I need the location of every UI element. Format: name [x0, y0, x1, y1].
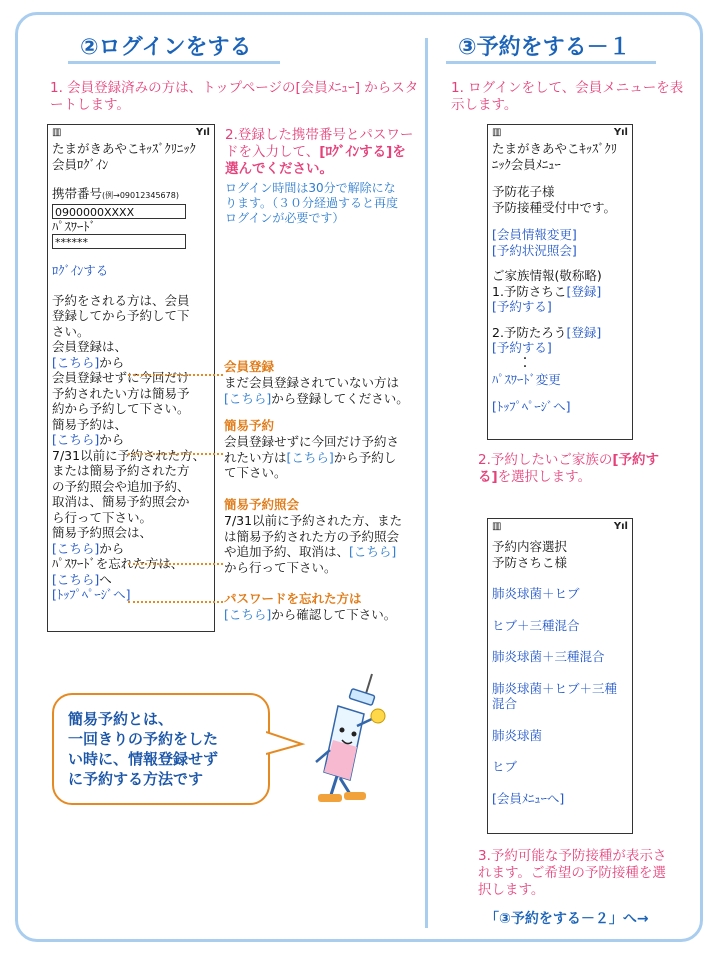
clinic-name: たまがきあやこｷｯｽﾞｸﾘ — [492, 141, 618, 156]
annotation-text: て下さい。 — [224, 465, 287, 480]
inquiry-here-link[interactable]: [こちら] — [52, 540, 100, 556]
phone-status-bar — [488, 519, 632, 533]
bubble-line: い時に、情報登録せず — [68, 750, 219, 768]
title-underline — [446, 61, 656, 64]
info-text: または簡易予約された方 — [52, 463, 190, 478]
column-divider — [425, 38, 428, 928]
reception-status: 予防接種受付中です。 — [492, 199, 617, 215]
annotation-forgot-password: パスワードを忘れた方は [こちら]から確認して下さい。 — [224, 589, 424, 623]
member-name: 予防花子様 — [492, 184, 555, 199]
title-underline — [68, 61, 280, 64]
vaccine-option[interactable]: 肺炎球菌＋ヒブ＋三種 混合 — [492, 680, 618, 711]
annotation-heading: 簡易予約 — [224, 418, 275, 433]
reserve-link-member-1[interactable]: [予約する] — [492, 299, 552, 314]
register-link[interactable]: [登録] — [566, 283, 602, 299]
member-menu-link[interactable]: [会員ﾒﾆｭｰへ] — [492, 790, 565, 806]
signal-icon: Yıl — [613, 127, 628, 138]
battery-icon: ▥ — [492, 521, 502, 532]
annotation-link[interactable]: [こちら] — [349, 544, 397, 559]
info-text: 登録してから予約して下 — [52, 308, 190, 323]
info-text: 会員登録せずに今回だけ — [52, 370, 190, 385]
info-text: 7/31以前に予約された方、 — [52, 447, 206, 463]
simple-reserve-here-link[interactable]: [こちら] — [52, 432, 100, 447]
phone-status-bar — [488, 125, 632, 139]
connector-line — [128, 453, 223, 455]
annotation-text: から行って下さい。 — [224, 559, 337, 575]
bubble-line: に予約する方法です — [68, 770, 204, 788]
battery-icon: ▥ — [492, 127, 502, 138]
info-text: 簡易予約照会は、 — [52, 525, 153, 540]
ellipsis-dot: ・ — [520, 353, 530, 365]
vaccine-option[interactable]: 肺炎球菌＋ヒブ — [492, 586, 580, 601]
vaccine-option[interactable]: 肺炎球菌 — [492, 727, 543, 743]
forgot-link-row: [こちら]へ — [52, 571, 112, 587]
reserve-step1-text: 1. ログインをして、会員メニューを表示します。 — [451, 80, 684, 113]
annotation-inquiry: 簡易予約照会 7/31以前に予約された方、また は簡易予約された方の予約照会 や追加予約、取消は、[こちら] から行って下さい。 — [224, 495, 424, 575]
vaccine-option[interactable]: ヒブ＋三種混合 — [492, 617, 580, 633]
connector-line — [128, 563, 223, 565]
annotation-text: 7/31以前に予約された方、また — [224, 513, 403, 528]
simple-reserve-link-row: [こちら]から — [52, 432, 125, 447]
register-link-row: [こちら]から — [52, 354, 125, 370]
info-text: ら行って下さい。 — [52, 509, 153, 525]
forgot-password-here-link[interactable]: [こちら] — [52, 571, 100, 587]
family-member-2: 2.予防たろう[登録] — [492, 324, 602, 340]
bubble-line: 一回きりの予約をした — [68, 730, 219, 748]
family-info-heading: ご家族情報(敬称略) — [492, 268, 602, 283]
annotation-heading: パスワードを忘れた方は — [224, 591, 362, 606]
reservation-status-link[interactable]: [予約状況照会] — [492, 242, 577, 258]
inquiry-link-row: [こちら]から — [52, 540, 125, 556]
password-input[interactable]: ****** — [52, 234, 186, 249]
reserve-step2-text: 2.予約したいご家族の[予約する]を選択します。 — [478, 452, 660, 485]
annotation-register: 会員登録 まだ会員登録されていない方は [こちら]から登録してください。 — [224, 357, 424, 406]
selected-member: 予防さちこ様 — [492, 554, 568, 570]
annotation-text: 会員登録せずに今回だけ予約さ — [224, 434, 400, 449]
annotation-simple-reserve: 簡易予約 会員登録せずに今回だけ予約さ れたい方は[こちら]から予約し て下さい。 — [224, 416, 424, 481]
login-step2-text: 2.登録した携帯番号とパスワードを入力して、[ﾛｸﾞｲﾝする]を選んでください。 — [225, 127, 414, 177]
register-here-link[interactable]: [こちら] — [52, 354, 100, 370]
register-link[interactable]: [登録] — [566, 324, 602, 340]
reserve-section-title: ③予約をする－１ — [458, 35, 631, 60]
family-member-1: 1.予防さちこ[登録] — [492, 283, 602, 299]
password-label: ﾊﾟｽﾜｰﾄﾞ — [52, 218, 96, 234]
syringe-mascot-icon — [300, 670, 400, 810]
phone-status-bar — [48, 125, 214, 139]
speech-bubble — [52, 693, 270, 805]
battery-icon: ▥ — [52, 127, 62, 138]
member-menu-phone-screen — [487, 124, 633, 440]
annotation-heading: 会員登録 — [224, 359, 275, 374]
member-menu-title: ﾆｯｸ会員ﾒﾆｭｰ — [492, 156, 561, 172]
info-text: 約から予約して下さい。 — [52, 401, 190, 416]
vaccine-option[interactable]: 肺炎球菌＋三種混合 — [492, 649, 605, 664]
signal-icon: Yıl — [613, 521, 628, 532]
login-step1-text: 1. 会員登録済みの方は、トップページの[会員ﾒﾆｭｰ] からスタートします。 — [50, 80, 419, 113]
vaccine-option[interactable]: ヒブ — [492, 759, 518, 774]
info-text: 会員登録は、 — [52, 339, 128, 354]
annotation-heading: 簡易予約照会 — [224, 497, 300, 512]
top-page-link[interactable]: [ﾄｯﾌﾟﾍﾟｰｼﾞへ] — [492, 399, 571, 414]
phone-number-input[interactable]: 0900000XXXX — [52, 204, 186, 219]
info-text: 簡易予約は、 — [52, 416, 128, 432]
bubble-line: 簡易予約とは、 — [68, 710, 174, 728]
login-timeout-note: ログイン時間は30分で解除になります。（３０分経過すると再度ログインが必要です） — [225, 181, 399, 225]
signal-icon: Yıl — [195, 127, 210, 138]
annotation-text: は簡易予約された方の予約照会 — [224, 528, 400, 544]
info-text: 取消は、簡易予約照会か — [52, 494, 190, 509]
annotation-link[interactable]: [こちら] — [286, 449, 334, 465]
info-text: 予約されたい方は簡易予 — [52, 385, 190, 401]
annotation-text: まだ会員登録されていない方は — [224, 375, 400, 390]
top-page-link[interactable]: [ﾄｯﾌﾟﾍﾟｰｼﾞへ] — [52, 587, 131, 602]
annotation-link[interactable]: [こちら] — [224, 607, 272, 622]
login-screen-title: 会員ﾛｸﾞｲﾝ — [52, 156, 109, 172]
clinic-name: たまがきあやこｷｯｽﾞｸﾘﾆｯｸ — [52, 141, 196, 156]
login-button[interactable]: ﾛｸﾞｲﾝする — [52, 263, 109, 278]
reserve-step3-text: 3.予約可能な予防接種が表示されます。ご希望の予防接種を選択します。 — [478, 848, 667, 898]
info-text: さい。 — [52, 323, 90, 339]
member-info-change-link[interactable]: [会員情報変更] — [492, 227, 577, 242]
info-text: 予約をされる方は、会員 — [52, 292, 190, 308]
info-text: の予約照会や追加予約、 — [52, 478, 190, 494]
reservation-select-phone-screen — [487, 518, 633, 834]
login-section-title: ②ログインをする — [80, 35, 252, 60]
forgot-password-text: ﾊﾟｽﾜｰﾄﾞを忘れた方は、 — [52, 556, 184, 571]
connector-line — [128, 601, 223, 603]
annotation-link[interactable]: [こちら] — [224, 390, 272, 406]
login-phone-screen — [47, 124, 215, 632]
ellipsis-dot: ・ — [520, 361, 530, 373]
connector-line — [128, 374, 223, 376]
reserve-link-member-2[interactable]: [予約する] — [492, 340, 552, 355]
select-heading: 予約内容選択 — [492, 539, 568, 554]
next-page-link[interactable]: 「③予約をする－２」へ→ — [485, 911, 649, 927]
password-change-link[interactable]: ﾊﾟｽﾜｰﾄﾞ変更 — [492, 371, 561, 387]
phone-number-label: 携帯番号(例→09012345678) — [52, 186, 179, 201]
